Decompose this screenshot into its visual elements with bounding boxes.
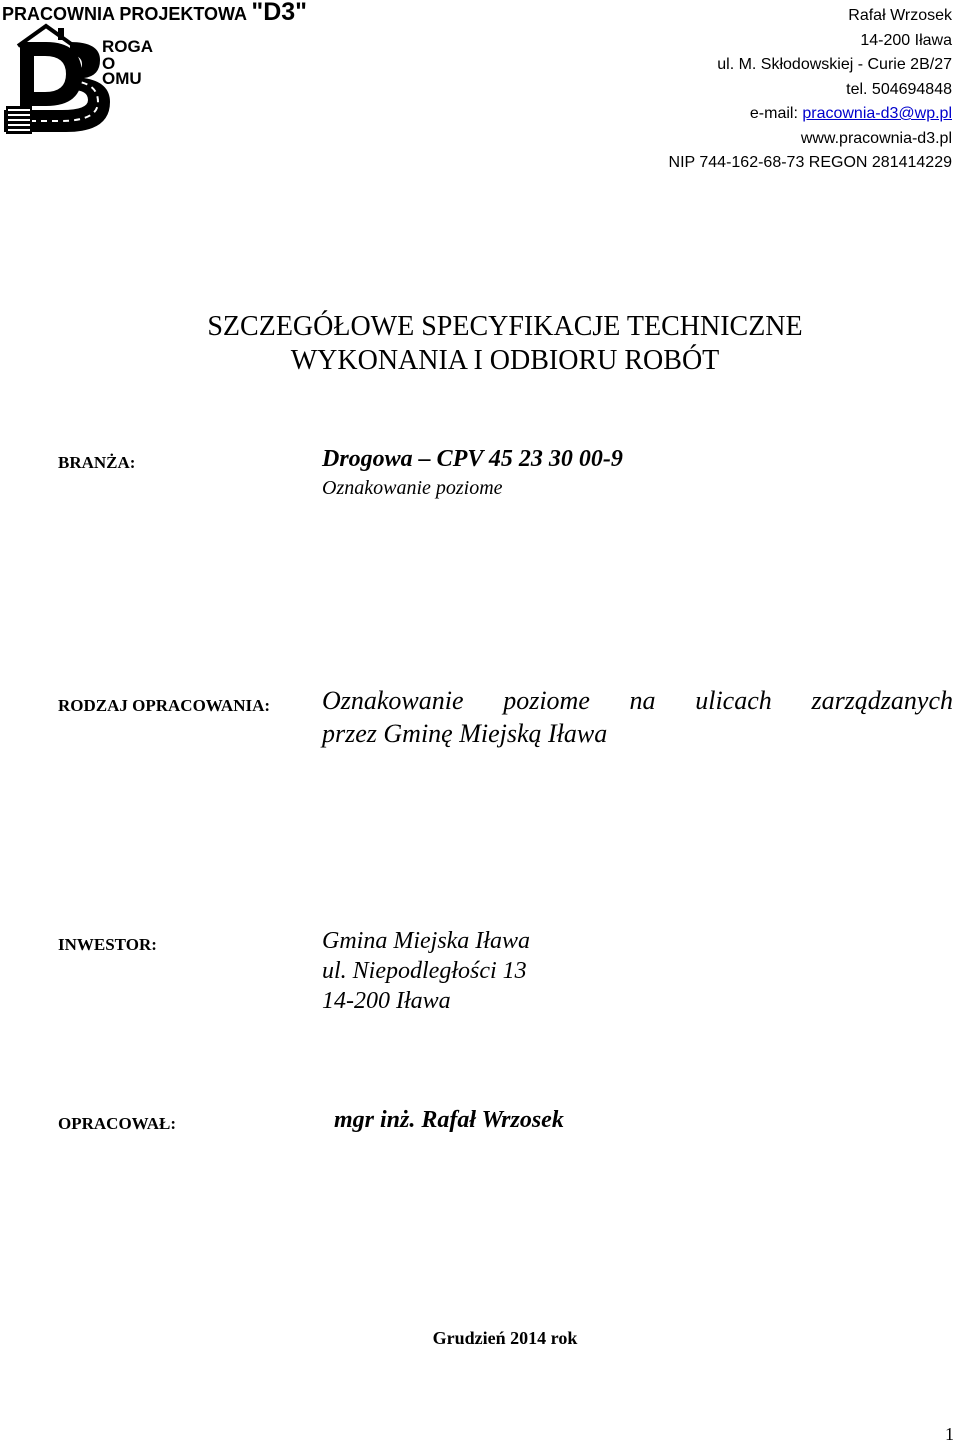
contact-website: www.pracownia-d3.pl: [800, 129, 952, 147]
contact-phone: tel. 504694848: [846, 80, 952, 98]
title-line-2: WYKONANIA I ODBIORU ROBÓT: [290, 345, 720, 376]
inwestor-label: INWESTOR:: [58, 935, 157, 954]
contact-name: Rafał Wrzosek: [848, 7, 952, 24]
svg-text:+: +: [44, 72, 50, 82]
branza-label: BRANŻA:: [58, 453, 136, 472]
page-number: 1: [945, 1424, 954, 1444]
branza-value: Drogowa – CPV 45 23 30 00-9: [322, 446, 623, 472]
contact-email-label: e-mail:: [749, 105, 803, 122]
document-date: Grudzień 2014 rok: [432, 1328, 578, 1348]
logo-word-roga: ROGA: [102, 37, 153, 56]
company-code: "D3": [251, 0, 308, 26]
document-title: [0, 310, 960, 378]
rodzaj-line-2: przez Gminę Miejską Iława: [322, 719, 608, 748]
opracowal-value: mgr inż. Rafał Wrzosek: [334, 1107, 564, 1133]
branza-subvalue: Oznakowanie poziome: [322, 477, 503, 499]
rodzaj-line-1: Oznakowanie poziome na ulicach zarządzanych: [322, 686, 953, 715]
opracowal-label: OPRACOWAŁ:: [58, 1114, 177, 1133]
company-prefix: PRACOWNIA PROJEKTOWA: [2, 4, 252, 24]
rodzaj-label: RODZAJ OPRACOWANIA:: [58, 696, 271, 715]
contact-city: 14-200 Iława: [860, 31, 952, 49]
contact-block: [669, 4, 952, 176]
contact-email-link[interactable]: pracownia-d3@wp.pl: [802, 105, 952, 122]
logo-word-o: O: [102, 54, 116, 73]
inwestor-line-2: ul. Niepodległości 13: [322, 958, 527, 984]
inwestor-line-3: 14-200 Iława: [322, 988, 451, 1014]
contact-ids: NIP 744-162-68-73 REGON 281414229: [668, 154, 952, 171]
contact-email-row: [669, 102, 952, 127]
logo-word-omu: OMU: [102, 69, 142, 88]
title-line-1: SZCZEGÓŁOWE SPECYFIKACJE TECHNICZNE: [207, 311, 803, 342]
contact-street: ul. M. Skłodowskiej - Curie 2B/27: [717, 56, 952, 73]
inwestor-line-1: Gmina Miejska Iława: [322, 928, 530, 954]
company-logo: [0, 20, 160, 138]
